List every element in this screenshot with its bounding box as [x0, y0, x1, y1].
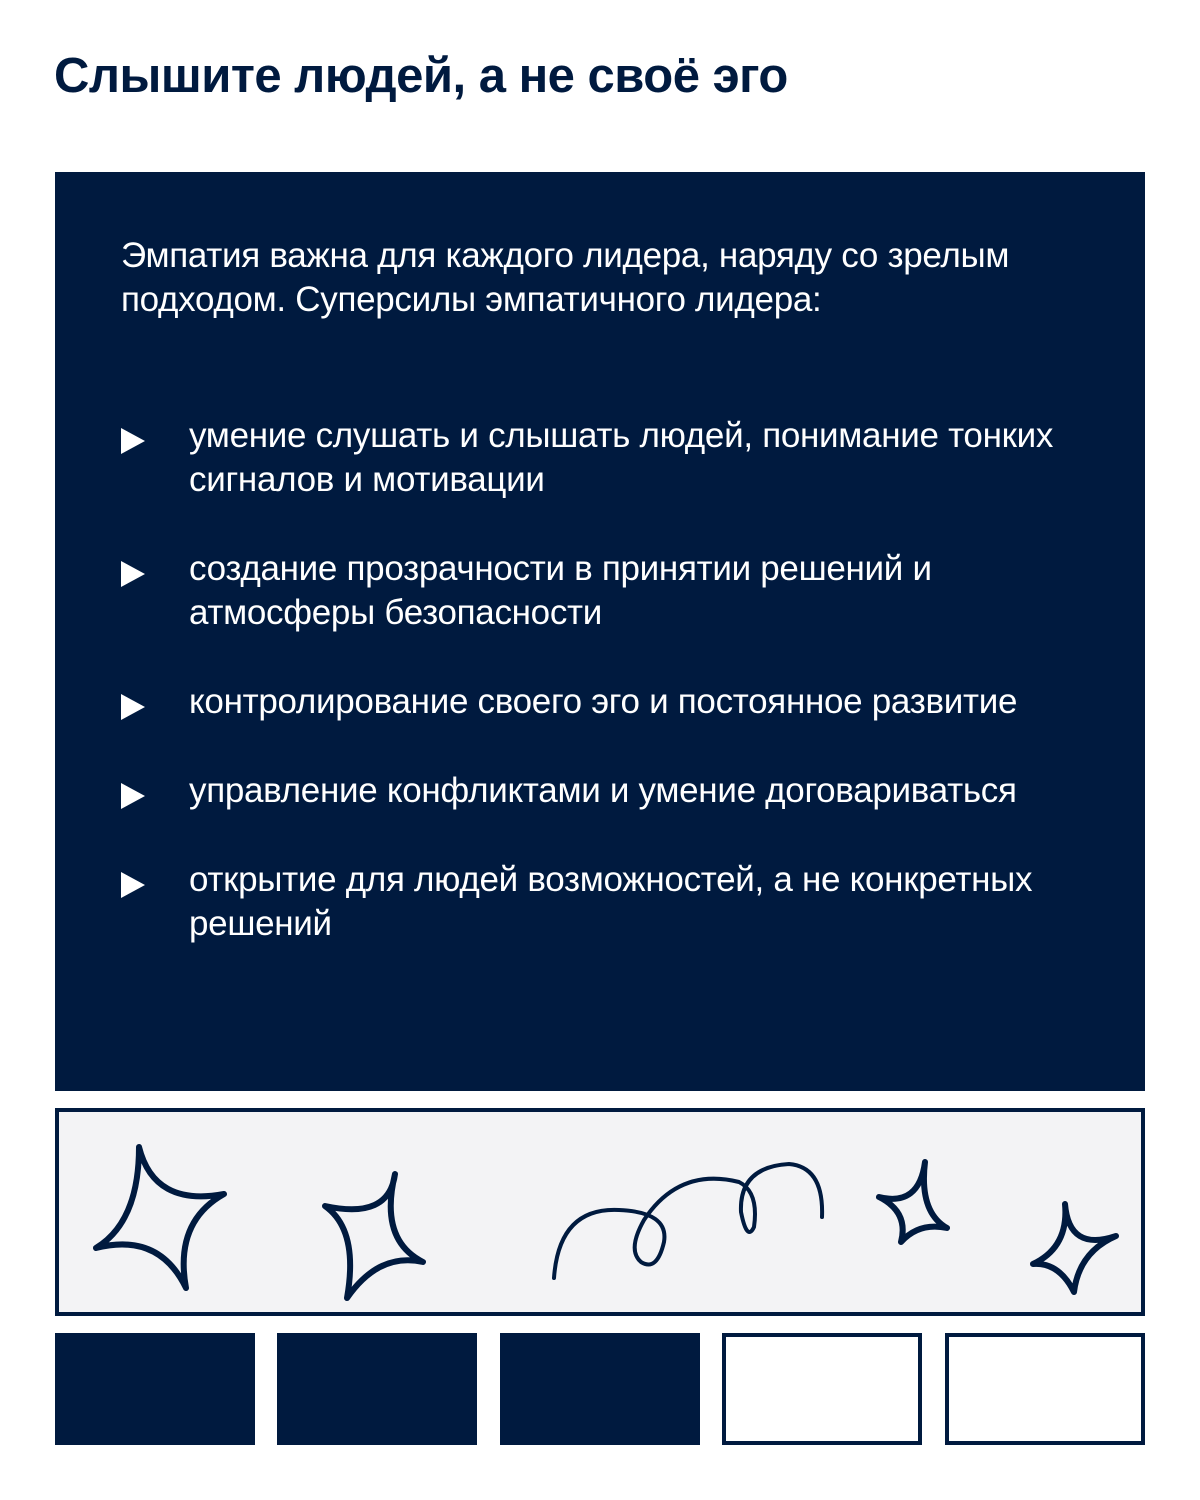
list-item	[121, 858, 1081, 946]
play-triangle-icon	[121, 561, 145, 587]
progress-step-filled	[55, 1333, 255, 1445]
page-title: Слышите людей, а не своё эго	[54, 49, 788, 103]
progress-step-filled	[277, 1333, 477, 1445]
list-item	[121, 414, 1081, 502]
content-panel	[55, 172, 1145, 1091]
decoration-illustration	[59, 1112, 1141, 1312]
list-item-text: создание прозрачности в принятии решений и атмосферы безопасности	[189, 549, 932, 632]
list-item-text: умение слушать и слышать людей, понимание тонких сигналов и мотивации	[189, 416, 1054, 499]
play-triangle-icon	[121, 872, 145, 898]
progress-step-empty	[945, 1333, 1145, 1445]
intro-text: Эмпатия важна для каждого лидера, наряду со зрелым подходом. Суперсилы эмпатичного лидера:	[121, 236, 1010, 319]
play-triangle-icon	[121, 694, 145, 720]
bullet-list	[121, 414, 1081, 991]
progress-step-filled	[500, 1333, 700, 1445]
play-triangle-icon	[121, 428, 145, 454]
sparkle-icon	[96, 1147, 224, 1288]
list-item-text: контролирование своего эго и постоянное развитие	[189, 682, 1018, 721]
list-item-text: управление конфликтами и умение договариваться	[189, 771, 1017, 810]
progress-indicator	[55, 1333, 1145, 1445]
play-triangle-icon	[121, 783, 145, 809]
list-item-text: открытие для людей возможностей, а не конкретных решений	[189, 860, 1033, 943]
decoration-strip	[55, 1108, 1145, 1316]
list-item	[121, 547, 1081, 635]
list-item	[121, 769, 1081, 813]
list-item	[121, 680, 1081, 724]
progress-step-empty	[722, 1333, 922, 1445]
sparkle-icon	[325, 1174, 423, 1298]
loop-squiggle-icon	[554, 1164, 822, 1278]
sparkle-icon	[1033, 1204, 1116, 1292]
sparkle-icon	[879, 1162, 947, 1242]
